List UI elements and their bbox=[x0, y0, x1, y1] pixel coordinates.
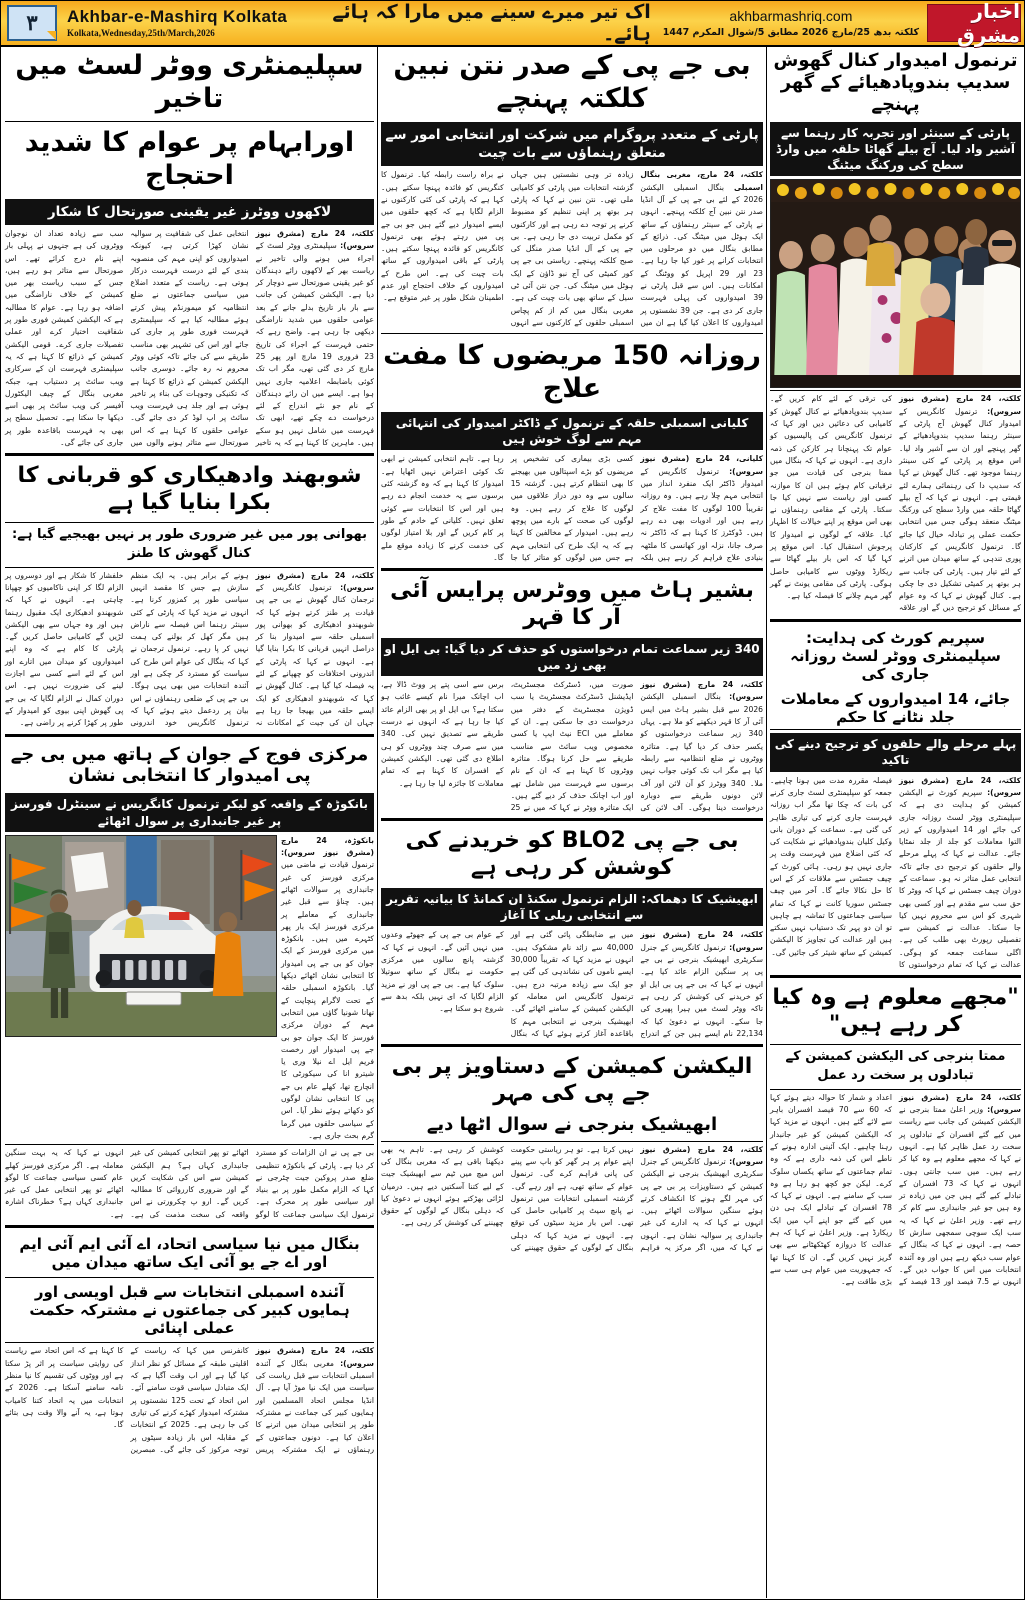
body-paragraph-2: ابھیشیک بنرجی نے انتخابی مہم کا باقاعدہ آغاز کرتے ہوئے کہا کہ بنگال کے عوام بی جے پی کے جھوٹے وعدوں میں نہیں آئیں گے۔ انہوں نے کہا کہ گزشتہ پانچ سالوں میں مرکزی حکومت نے بنگال کے ساتھ سوتیلا سلوک کیا ہے۔ بی جے پی اور نے مزید الزام لگایا کہ ای نہیں بلکہ بدھ سے شروع ہو سکتا ہے۔ bbox=[381, 930, 634, 1038]
headline: ترنمول امیدوار کنال گھوش سدیپ بندوپادھیائے کے گھر پہنچے bbox=[773, 50, 1018, 115]
masthead-web-block bbox=[659, 1, 923, 45]
headline: بی جے پی BLO2 کو خریدنے کی کوشش کر رہی ہے bbox=[405, 828, 739, 881]
headline-line-2: اورابہام پر عوام کا شدید احتجاج bbox=[24, 126, 355, 191]
body-paragraph-1: ترنمول کانگریس کے جنرل سکریٹری ابھیشیک بنرجی نے بی جے پی پر سنگین الزام عائد کیا ہے۔ انہوں نے کہا کہ بی جے پی بی ایل او کو خریدنے کی کوشش کر رہی ہے تاکہ ووٹر لسٹ میں ہیرا پھیری کی جا سکے۔ انہوں نے دعویٰ کیا کہ 22,134 نام ایسے ہیں جن کے اندراج میں بے ضابطگی پائی گئی ہے اور 40,000 سے زائد نام مشکوک ہیں۔ انہوں نے مزید کہا کہ تقریباً 30,000 ایسے ناموں کی نشاندہی کی گئی ہے جو ایک سے زیادہ مرتبہ درج ہیں۔ ترنمول کانگریس اس معاملہ کو الیکشن کمیشن کے سامنے اٹھائے گی۔ bbox=[510, 930, 763, 1038]
article-tmc-candidate-visit bbox=[770, 47, 1021, 615]
article-body bbox=[5, 1345, 374, 1456]
kicker: ابھیشیک کا دھماکہ: الزام ترنمول سکنڈ ان کمانڈ کا بیانیہ تقریر سے انتخابی ریلی کا آغاز bbox=[381, 888, 763, 926]
body-paragraph-2: بی جے پی کے آل انڈیا صدر منگل کی صبح کلکتہ پہنچے۔ ریاستی بی جے پی کور کمیٹی کی آج نبو ڈاؤن کے ایک ہوٹل میں میٹنگ کی۔ جن نتن آئی ٹی سیل کے ساتھ بھی بات چیت کی ہے۔ مغربی بنگال میں کم از کم پچاس اسمبلی حلقوں کے کارکنوں سے انہوں نے براہ راست رابطہ کیا۔ ترنمول کا کنگریس کو فائدہ پہنچا سکتے ہیں۔ کہا ہے کہ پارٹی کی کئی کارکنوں نے الزام لگایا ہے کہ کچھ حلقوں میں ایسے امیدوار دیے گئے ہیں جو بی جے پی میں رہتے ہوئے بھی ترنمول کانگریس کو فائدہ پہنچا سکتے ہیں۔ پارٹی کے باقی امیدواروں کے ساتھ بات چیت کی ہے۔ اس طرح کے امیدواروں کے خلاف احتجاج اور عدم اطمینان شکل طور پر غیر متوقع ہے۔ bbox=[381, 170, 634, 327]
article-body bbox=[381, 929, 763, 1040]
page-body bbox=[1, 47, 1024, 1598]
masthead-title-block bbox=[63, 1, 287, 45]
body-paragraph-2: بی جے پی کے ضلعی رہنماؤں نے اس بیان پر ردعمل دیتے ہوئے کہا کہ ترنمول کانگریس خود اندرونی خلفشار کا شکار ہے اور دوسروں پر الزام لگا کر اپنی ناکامیوں کو چھپانا چاہتی ہے۔ انہوں نے کہا کہ شوبھندو ادھیکاری ایک مقبول رہنما ہیں اور وہ جہاں سے بھی الیکشن لڑیں گے کامیابی حاصل کریں گے۔ پارٹی کا کام ہے کہ وہ اپنے امیدواروں کو میدان میں اتارے اور اس کے لئے اسے کسی سے اجازت لینے کی ضرورت نہیں ہے۔ اس دوران کمال نے الزام لگایا کہ بی جے پی گھوش اپنی بیوی کو امیدوار کے طور پر کھڑا کرنے پر راضی ہے۔ bbox=[5, 570, 249, 728]
article-body bbox=[770, 775, 1021, 972]
dateline: کلکتہ، 24 مارچ (مشرق نیوز سروس): bbox=[899, 775, 1021, 797]
article-blo-allegation bbox=[381, 825, 763, 1040]
photo-group-meeting bbox=[770, 179, 1021, 388]
headline: مرکزی فوج کے جوان کے ہاتھ میں بی جے پی امیدوار کا انتخابی نشان bbox=[10, 743, 369, 787]
body-paragraph-1: ترنمول کانگریس کے امیدوار کنال گھوش آج پارٹی کے سینئر رہنما سدیپ بندوپادھیائے کے گھر پہنچے اور ان سے آشیر واد لیا۔ اس موقع پر پارٹی کے کئی سینئر رہنما موجود تھے۔ کنال گھوش نے کہا کہ سدیپ دا کی رہنمائی ہمارے لئے قیمتی ہے۔ انہوں نے کہا کہ آج بیلے گھاٹا حلقہ میں وارڈ سطح کی ورکنگ میٹنگ منعقد ہوگی جس میں انتخابی حکمت عملی پر تبادلہ خیال کیا جائے گا۔ ترنمول کانگریس کے کارکنان پوری تندہی کے ساتھ میدان میں اترنے کے لئے تیار ہیں۔ پارٹی کی جانب سے ہر بوتھ پر کمیٹی تشکیل دی جا چکی ہے۔ کنال گھوش نے کہا کہ وہ عوام کے مسائل کو ترجیح دیں گے اور علاقہ کی ترقی کے لئے کام کریں گے۔ bbox=[770, 394, 1021, 613]
headline: "مجھے معلوم ہے وہ کیا کر رہے ہیں" bbox=[772, 985, 1019, 1038]
body-paragraph-1: مغربی بنگال کے آئندہ اسمبلی انتخابات سے قبل ریاست کی سیاست میں ایک نیا موڑ آیا ہے۔ آل انڈیا مجلس اتحاد المسلمین اور ہمایوں کبیر کی جماعت نے مشترکہ طور پر انتخابی میدان میں اترنے کا اعلان کیا ہے۔ دونوں جماعتوں کے رہنماؤں نے ایک مشترکہ پریس کانفرنس میں کہا کہ ریاست کے اقلیتی طبقہ کے مسائل کو نظر انداز کیا گیا ہے اور اب وقت آگیا ہے کہ ایک متبادل سیاسی قوت سامنے آئے۔ اس اتحاد کے تحت 125 نشستوں پر مشترکہ امیدوار کھڑے کرنے کی تیاری کی جا رہی ہے۔ 2025 کے انتخابات کے مقابلہ اس بار زیادہ سیٹوں پر توجہ مرکوز کی جائے گی۔ مبصرین کا کہنا ہے کہ اس اتحاد سے ریاست کی روایتی سیاست پر اثر پڑ سکتا ہے اور ووٹوں کی تقسیم کا نیا منظر نامہ سامنے آسکتا ہے۔ 2026 کے انتخابات میں یہ اتحاد کتنا کامیاب ہوتا ہے، یہ آنے والا وقت ہی بتائے گا۔ bbox=[5, 1346, 374, 1454]
headline: روزانہ 150 مریضوں کا مفت علاج bbox=[383, 340, 761, 405]
body-paragraph-2: عوامی حلقوں کا کہنا ہے کہ اس صورتحال سے متاثر ہونے والوں میں سب سے زیادہ تعداد ان نوجوان ووٹروں کی ہے جنہوں نے پہلی بار اپنے نام درج کرائے تھے۔ اس صورتحال سے متاثر ہو رہے ہیں، جس کے سبب ریاست بھر میں کمیشن کے خلاف ناراضگی میں اضافہ ہو رہا ہے۔ عوام کا مطالبہ ہے کہ الیکشن کمیشن فوری طور پر شفافیت اختیار کرے اور عملی تفصیلات جاری کرے۔ قومی الیکشن کمیشن کے ذرائع کا کہنا ہے کہ یہ سپلیمنٹری فہرست ان کے سرکاری ویب سائٹ پر دستیاب ہے، جبکہ مغربی بنگال کے چیف الیکٹورل آفیسر کی ویب سائٹ پر بھی اسے دیکھا جا سکتا ہے۔ تحصیل سطح پر بھی یہ فہرست باقاعدہ طور پر جاری کی جائے گی۔ bbox=[5, 228, 249, 448]
headline-line-1: سپلیمنٹری ووٹر لسٹ میں تاخیر bbox=[15, 50, 364, 114]
dateline: کلیانی، 24 مارچ (مشرق نیوز سروس): bbox=[640, 454, 764, 476]
masthead-slogan: اک تیر میرے سینے میں مارا کہ ہائے ہائے۔ bbox=[332, 1, 651, 45]
page-number: ۳ bbox=[26, 10, 38, 35]
headline-line-1: بنگال میں نیا سیاسی اتحاد، اے آئی ایم آئی ایم اور اے جے یو آئی ایک ساتھ میدان میں bbox=[19, 1235, 360, 1272]
article-new-alliance bbox=[5, 1232, 374, 1456]
dateline: کلکتہ، 24 مارچ (مشرق نیوز سروس): bbox=[899, 1092, 1021, 1115]
kicker: بانکوڑہ کے واقعہ کو لیکر ترنمول کانگریس نے سینٹرل فورسز پر غیر جانبداری پر سوال اٹھائے bbox=[5, 793, 374, 831]
body-paragraph-1: ترنمول کانگریس کے امیدوار ڈاکٹر ایک منفرد انداز میں انتخابی مہم چلا رہے ہیں۔ وہ روزانہ تقریباً 100 لوگوں کا مفت علاج کر رہے ہیں اور ادویات بھی دے رہے ہیں۔ ڈوکٹرز کا کہنا ہے کہ ڈاکٹر نہ صرف جانا، نزلہ اور کھانسی کا ملٹھہ بنیادی علاج فراہم کر رہے ہیں بلکہ کسی بڑی بیماری کی تشخیص پر مریضوں کو بڑے اسپتالوں میں بھیجنے کا بھی انتظام کرتے ہیں۔ گزشتہ 15 سالوں سے وہ دور دراز علاقوں میں لوگوں کا علاج کر رہے ہیں۔ وہ لوگوں کی صحت کے بارے میں پوچھ رہے ہیں۔ bbox=[510, 454, 764, 562]
article-suvendu-scapegoat bbox=[5, 460, 374, 729]
body-paragraph-1: بنگال اسمبلی الیکشن 2026 کے لئے بی جے پی کے آل انڈیا صدر نتن نبین آج کلکتہ پہنچے۔ انہوں نے پارٹی کے سینئر رہنماؤں کے ساتھ ایک ہوٹل میں میٹنگ کی۔ ذرائع کے مطابق بنگال میں دو مرحلوں میں انتخابات کرانے پر غور کیا جا رہا ہے۔ 23 اور 29 اپریل کو ووٹنگ کے امکانات ہیں۔ اس سے قبل پارٹی نے 39 امیدواروں کی پہلی فہرست جاری کر دی ہے۔ جن 39 نشستوں پر امیدواروں کا اعلان کیا گیا ہے ان میں زیادہ تر وہی نشستیں ہیں جہاں گزشتہ انتخابات میں پارٹی کو کامیابی ملی تھی۔ نتن نبین نے کہا کہ پارٹی ہر بوتھ پر اپنی تنظیم کو مضبوط کرنے پر توجہ دے رہی ہے اور کارکنوں کو مکمل تربیت دی جا رہی ہے۔ bbox=[510, 170, 763, 327]
body-paragraph-2: سدیپ بندوپادھیائے نے کنال گھوش کو کامیابی کی دعائیں دیں اور کہا کہ ترنمول کانگریس کی پالیسیوں کو عوام تک پہنچانا ہر کارکن کی ذمہ داری ہے۔ انہوں نے کہا کہ بنگال میں ممتا بنرجی کی قیادت میں جو ترقیاتی کام ہوئے ہیں ان کا موازنہ کسی اور ریاست سے نہیں کیا جا سکتا۔ پارٹی کے مقامی رہنماؤں نے بھی اس موقع پر اپنے خیالات کا اظہار کیا۔ علاقہ کے لوگوں نے امیدوار کا پرجوش استقبال کیا۔ اس موقع پر کہا گیا کہ اس بار بیلے گھاٹا سے ریکارڈ ووٹوں سے کامیابی حاصل ہوگی۔ پارٹی کی مقامی یونٹ نے گھر گھر مہم چلانے کا فیصلہ کیا ہے۔ bbox=[770, 406, 892, 601]
body-paragraph-1: سپریم کورٹ نے الیکشن کمیشن کو ہدایت دی ہے کہ سپلیمنٹری ووٹر لسٹ روزانہ جاری کی جائے اور 14 امیدواروں کے زیر التوا معاملات کو جلد از جلد نمٹایا جائے۔ عدالت نے کہا کہ پہلے مرحلے والے حلقوں کو ترجیح دی جائے تاکہ انتخابی عمل متاثر نہ ہو۔ سماعت کے دوران چیف جسٹس نے کہا کہ ووٹر کا حق سب سے مقدم ہے اور کسی بھی شہری کو اس سے محروم نہیں کیا جا سکتا۔ عدالت نے کمیشن سے تفصیلی رپورٹ بھی طلب کی ہے۔ اگلی سماعت جمعہ کو ہوگی۔ عدالت نے کہا کہ تمام درخواستوں کا فیصلہ مقررہ مدت میں ہونا چاہیے۔ bbox=[770, 775, 1022, 970]
photo-street-security bbox=[5, 835, 277, 1037]
article-body bbox=[381, 679, 763, 814]
headline-line-2: جائے، 14 امیدواروں کے معاملات جلد نٹانے کا حکم bbox=[770, 687, 1021, 731]
photo-group-meeting-graphic bbox=[771, 180, 1020, 387]
body-paragraph-2: جمعہ کو سپلیمنٹری لسٹ جاری کرنے کی بات کہ چکا تھا مگر اب روزانہ فہرست جاری کرنے کی تیاری ظاہر کی گئی ہے۔ سماعت کے دوران بانی وکیل کلیان بندوپادھیائے نے شکایت کی کہ کئی اضلاع میں فہرست وقت پر جاری نہیں ہو رہی۔ ہائی کورٹ کے چیف جسٹس سے ملاقات کر کے اس کا حل نکالا جائے گا۔ آخر میں چیف جسٹس سوریا کانت نے کہا کہ تمام سیاسی جماعتوں کا تماشہ ہے چاہیں تو ان دو پہر تک دستیاب نہیں سکتے ہیں اور عدالت کی تجاویز کا الیکشن کمیشن کے ساتھ شیئر کی جائیں گی۔ bbox=[770, 787, 892, 957]
body-paragraph-2: انہوں نے مزید کہا کہ الیکشن کمیشن کو غیر جانبدار رہنا چاہیے۔ ایک آئینی ادارہ ہونے کے ناطے اس کی ذمہ داری ہے کہ وہ تمام جماعتوں کے ساتھ یکساں سلوک کرے۔ لیکن جو کچھ ہو رہا ہے وہ سب کے سامنے ہے۔ انہوں نے کہا کہ 78 افسران کے تبادلے ایک ہی دن میں کیے گئے جو اپنے آپ میں ایک ریکارڈ ہے۔ وزیر اعلیٰ نے کہا کہ ہم عدالت کا دروازہ کھٹکھٹانے سے بھی گریز نہیں کریں گے۔ ان کا کہنا تھا کہ جمہوریت میں عوام ہی سب سے بڑی طاقت ہے۔ bbox=[770, 1117, 892, 1287]
dateline: کلکتہ، 24 مارچ (مشرق نیوز سروس): bbox=[255, 570, 375, 592]
body-paragraph-2: بی جے پی نے ان الزامات کو مسترد کر دیا ہے۔ پارٹی کے بانکوڑہ تنظیمی ضلع صدر پروکین جیت چٹرجی نے کہا کہ الزام مکمل طور پر بے بنیاد اور سیاسی طور پر محرک ہے۔ ترنمول ایک سیاسی جماعت کا لوگو اٹھائے تو پھر انتخابی کمیشن کی غیر جانبداری کہاں ہے؟ ہم الیکشن کمیشن سے اس کی شکایت کریں گے اور ضروری کارروائی کا مطالبہ کریں گے۔ ارو پ چکرورتی نے اس واقعہ کی سخت مذمت کی ہے۔ انہوں نے کہا کہ یہ بہت سنگین معاملہ ہے۔ اگر مرکزی فورسز کھلے عام کسی سیاسی جماعت کا لوگو اٹھائے تو پھر انتخابی عمل کی غیر جانبداری کہاں ہے؟ خطرناک اشارہ ہے۔ bbox=[5, 1148, 374, 1219]
article-free-treatment bbox=[381, 337, 763, 564]
masthead bbox=[1, 1, 1024, 47]
masthead-logo: اخبار مشرق bbox=[927, 4, 1021, 42]
article-body bbox=[5, 228, 374, 449]
article-body bbox=[770, 1092, 1021, 1289]
kicker: پارٹی کے متعدد پروگرام میں شرکت اور انتخابی امور سے متعلق رہنماؤں سے بات چیت bbox=[381, 122, 763, 166]
body-paragraph-1: سپلیمنٹری ووٹر لسٹ کے اجراء میں ہونے والی تاخیر نے ریاست بھر کے لاکھوں رائے دہندگان کو غیر یقینی صورتحال سے دوچار کر دیا ہے۔ الیکشن کمیشن کی جانب سے بار بار تاریخ بدلے جانے کے بعد عوامی حلقوں میں شدید ناراضگی دیکھی جا رہی ہے۔ واضح رہے کہ حتمی فہرست کے اجراء کی تاریخ 23 فروری 19 مارچ اور پھر 25 مارچ کر دی گئی تھی، مگر اب تک کوئی باضابطہ اعلامیہ جاری نہیں ہوا ہے۔ ایسے میں ان رائے دہندگان کے نام جو نئے اندراج کے لئے درخواست دے چکے تھے، ابھی تک فہرست میں شامل نہیں ہو سکے ہیں۔ ماہرین کا کہنا ہے کہ یہ تاخیر انتخابی عمل کی شفافیت پر سوالیہ نشان کھڑا کرتی ہے، کیونکہ امیدواروں کو اپنی مہم کی منصوبہ بندی کے لئے درست فہرست درکار ہوتی ہے۔ ریاست کے متعدد اضلاع میں سیاسی جماعتوں نے ضلع انتظامیہ کو میمورنڈم پیش کرتے ہوئے مطالبہ کیا ہے کہ سپلیمنٹری فہرست فوری طور پر جاری کی جائے اور اس کی تشہیر بھی مناسب طریقے سے کی جائے تاکہ کوئی ووٹر محروم نہ رہ جائے۔ دوسری جانب الیکشن کمیشن کے ذرائع کا کہنا ہے کہ تکنیکی وجوہات کی بناء پر تاخیر ہوئی ہے اور جلد ہی فہرست ویب سائٹ پر اپ لوڈ کر دی جائے گی۔ bbox=[130, 228, 374, 448]
column-left bbox=[2, 47, 377, 1598]
article-bjp-president bbox=[381, 47, 763, 329]
body-paragraph-1: ترنمول کانگریس کے جنرل سکریٹری ابھیشیک بنرجی نے الیکشن کمیشن کے دستاویزات پر بی جے پی کی مہر لگے ہونے کا انکشاف کرتے ہوئے سنگین سوالات اٹھائے ہیں۔ انہوں نے کہا کہ یہ ادارے کی غیر جانبداری پر سوالیہ نشان ہے۔ انہوں نے کہا کہ میں، اگر مرکز یہ فراہم نہیں کرتا ہے۔ تو ہر ریاستی حکومت اپنے عوام پر ہر گھر کو باپ سے پینے کی پانی فراہم کرے گی۔ ترنمول عوام کے ساتھ تھی، ہے اور رہے گی۔ گزشتہ اسمبلی انتخابات میں ترنمول نے پانچ سیٹ پر کامیابی حاصل کی تھی۔ اس بار مزید سیٹوں کی توقع ہے۔ bbox=[510, 1144, 763, 1253]
article-mamata-quote bbox=[770, 982, 1021, 1288]
dateline: کلکتہ، 24 مارچ (مشرق نیوز سروس): bbox=[899, 394, 1021, 416]
headline-line-1: سپریم کورٹ کی ہدایت: سپلیمنٹری ووٹر لسٹ روزانہ جاری کی bbox=[790, 628, 1001, 684]
kicker: لاکھوں ووٹرز غیر یقینی صورتحال کا شکار bbox=[5, 199, 374, 225]
article-basirhat-sir bbox=[381, 575, 763, 814]
article-body bbox=[5, 570, 374, 730]
body-paragraph-1: وزیر اعلیٰ ممتا بنرجی نے الیکشن کمیشن کی جانب سے ریاست میں کیے گئے افسران کے تبادلوں پر سخت رد عمل ظاہر کیا ہے۔ انہوں نے کہا کہ مجھے معلوم ہے وہ کیا کر رہے ہیں۔ میں سب جانتی ہوں۔ انہوں نے کہا کہ 73 افسران کے تبادلے کیے گئے ہیں جن میں زیادہ تر وہ ہیں جو غیر جانبداری سے کام کر رہے تھے۔ وزیر اعلیٰ نے کہا کہ یہ سب ایک سوچی سمجھی سازش کا حصہ ہے۔ انہوں نے کہا کہ بنگال کے عوام سب دیکھ رہے ہیں اور وہ آئندہ انتخابات میں اس کا جواب دیں گے۔ انہوں نے 7.5 فیصد اور 13 فیصد کے اعداد و شمار کا حوالہ دیتے ہوئے کہا کہ 60 سے 70 فیصد افسران باہر سے لائے گئے ہیں۔ bbox=[770, 1092, 1021, 1287]
dateline: کلکتہ، 24 مارچ (مشرق نیوز سروس): bbox=[255, 228, 375, 251]
publication-date: Kolkata,Wednesday,25th/March,2026 bbox=[67, 28, 215, 39]
sub-headline: بھوانی پور میں غیر ضروری طور پر نہیں بھیجیے گیا ہے: کنال گھوش کا طنز bbox=[5, 522, 374, 568]
website-url[interactable]: akhbarmashriq.com bbox=[729, 7, 853, 24]
headline-line-2: آئندہ اسمبلی انتخابات سے قبل اویسی اور ہمایوں کبیر کی جماعتوں نے مشترکہ حکمت عملی اپنائی bbox=[29, 1282, 350, 1338]
kicker: 340 زیر سماعت تمام درخواستوں کو حذف کر دیا گیا: بی ایل او بھی زد میں bbox=[381, 638, 763, 676]
column-middle bbox=[377, 47, 766, 1598]
sub-headline: ابھیشیک بنرجی نے سوال اٹھا دیے bbox=[426, 1113, 718, 1135]
dateline: بانکوڑہ، 24 مارچ (مشرق نیوز سروس): bbox=[281, 835, 374, 858]
kicker: پارٹی کے سینئر اور تجربہ کار رہنما سے آشیر واد لیا۔ آج بیلے گھاٹا حلقہ میں وارڈ سطح کی ورکنگ میٹنگ bbox=[770, 122, 1021, 177]
page-number-badge bbox=[7, 5, 57, 41]
column-right bbox=[766, 47, 1024, 1598]
article-body bbox=[381, 169, 763, 329]
photo-street-security-graphic bbox=[6, 836, 276, 1036]
article-supplementary-voter-list bbox=[5, 47, 374, 449]
body-paragraph-2: متاثرہ ووٹروں کا کہنا ہے کہ ان کے نام برسوں سے فہرست میں شامل تھے اور اب اچانک حذف کر دیے گئے ہیں۔ ایک متاثرہ ووٹر نے کہا کہ میں نے 25 برس سے اسی پتے پر ووٹ ڈالا ہے، اب اچانک میرا نام کیسے غائب ہو سکتا ہے؟ بی ایل او پر بھی الزام عائد کیا جا رہا ہے کہ انہوں نے درست طریقے سے تصدیق نہیں کی۔ 340 میں سے صرف چند ووٹروں کو ہی اطلاع دی گئی تھی۔ الیکشن کمیشن کے افسران کا کہنا ہے کہ تمام معاملات کا جائزہ لیا جا رہا ہے۔ bbox=[381, 680, 634, 813]
body-paragraph-1: ترنمول کانگریس کے ترجمان کنال گھوش نے بی جے پی قیادت پر طنز کرتے ہوئے کہا کہ شوبھندو ادھیکاری کو بھوانی پور اسمبلی حلقہ سے امیدوار بنا کر دراصل انہیں قربانی کا بکرا بنایا گیا ہے۔ انہوں نے کہا کہ پارٹی کے اندرونی اختلافات کو چھپانے کے لئے یہ فیصلہ کیا گیا ہے۔ کنال گھوش نے کہا کہ شوبھندو ادھیکاری کو ایک ایسے حلقہ میں بھیجا جا رہا ہے جہاں ان کی جیت کے امکانات نہ ہونے کے برابر ہیں۔ یہ ایک منظم سازش ہے جس کا مقصد انہیں سیاسی طور پر کمزور کرنا ہے۔ انہوں نے مزید کہا کہ پارٹی کے کئی سینئر رہنما اس فیصلہ سے ناراض ہیں مگر کھل کر بولنے کی ہمت نہیں کر پا رہے۔ ترنمول ترجمان نے کہا کہ بنگال کی عوام اس طرح کی سیاست کو مسترد کر چکی ہے اور آئندہ انتخابات میں بھی یہی ہوگا۔ bbox=[130, 570, 374, 728]
kicker: کلیانی اسمبلی حلقہ کے ترنمول کے ڈاکٹر امیدوار کی انتہائی مہم سے لوگ خوش ہیں bbox=[381, 412, 763, 450]
body-paragraph-2: امیدوار کے مخالفین کا کہنا ہے کہ یہ ایک طرح کی انتخابی مہم ہے جس میں لوگوں کو متاثر کیا جا رہا ہے۔ تاہم انتخابی کمیشن نے ابھی تک کوئی اعتراض نہیں اٹھایا ہے۔ امیدوار کا کہنا ہے کہ وہ گزشتہ کئی برسوں سے یہ خدمت انجام دے رہے ہیں اور اس کا انتخابات سے کوئی تعلق نہیں۔ کلیانی کے خادم کے طور پر کام کریں گے اور بلا امتیاز لوگوں کی خدمت کرنے کا زیادہ موقع ملے گا۔ bbox=[381, 454, 634, 562]
headline: شوبھند وادھیکاری کو قربانی کا بکرا بنایا گیا ہے bbox=[17, 463, 362, 516]
dateline: کلکتہ، 24 مارچ (مشرق نیوز سروس): bbox=[255, 1346, 375, 1368]
article-body bbox=[381, 1144, 763, 1255]
publication-title: Akhbar-e-Mashirq Kolkata bbox=[67, 6, 288, 26]
article-body-continued bbox=[5, 1147, 374, 1221]
article-body bbox=[770, 393, 1021, 614]
body-paragraph-1: ترنمول قیادت نے ماضی میں مرکزی فورسز کی غیر جانبداری پر سوالات اٹھائے ہیں۔ چناؤ سے قبل غیر جانبداری کے معاملے پر مرکزی فورسز ایک بار پھر کٹہرے میں ہیں۔ بانکوڑہ میں مرکزی فورسز کے ایک جوان کو بی جے پی امیدوار کا انتخابی نشان اٹھائے دیکھا گیا۔ بانکوڑہ اسمبلی حلقہ کے تحت لاگرام پنچایت کے تھانا شونیا گاؤں میں انتخابی مہم کے دوران مرکزی فورسز کا ایک جوان جو بی جے پی امیدوار اور رخصت فریم ایل اے نیلا وری یا شیترو انا کی سیکورٹی کا انچارج تھا، کھلے عام بی جے پی کا انتخابی نشان لوگوں کو دکھاتے ہوئے نظر آیا۔ اس کے سیاسی حلقوں میں گرما گرم بحث جاری ہے۔ bbox=[281, 860, 374, 1140]
article-body bbox=[381, 453, 763, 564]
kicker: ممتا بنرجی کی الیکشن کمیشن کے تبادلوں پر سخت رد عمل bbox=[770, 1044, 1021, 1090]
hijri-date: کلکتہ بدھ 25/مارچ 2026 مطابق 5/شوال المکرم 1447 bbox=[662, 26, 919, 38]
dateline: کلکتہ، 24 مارچ (مشرق نیوز سروس): bbox=[640, 930, 764, 952]
headline: بی جے پی کے صدر نتن نبین کلکتہ پہنچے bbox=[393, 50, 751, 114]
headline: الیکشن کمیشن کے دستاویز پر بی جے پی کی مہر bbox=[391, 1054, 753, 1106]
dateline: کلکتہ، 24 مارچ (مشرق نیوز سروس): bbox=[640, 1144, 764, 1166]
headline: بشیر ہاٹ میں ووٹرس پرایس آئی آر کا قہر bbox=[390, 578, 754, 630]
kicker: پہلے مرحلے والے حلقوں کو ترجیح دینے کی تاکید bbox=[770, 733, 1021, 771]
article-central-force-symbol bbox=[5, 741, 374, 1221]
dateline: کلکتہ، 24 مارچ (مشرق نیوز سروس): bbox=[640, 680, 764, 702]
article-body-side bbox=[281, 835, 374, 1142]
article-ec-stamp bbox=[381, 1051, 763, 1254]
body-paragraph-1: بنگال اسمبلی الیکشن 2026 سے قبل بشیر ہاٹ میں ایس آئی آر کا قہر دیکھنے کو ملا ہے۔ یہاں 340 زیر سماعت درخواستوں کو یکسر حذف کر دیا گیا ہے۔ متاثرہ ووٹروں نے ضلع انتظامیہ سے رابطہ کیا ہے مگر اب تک کوئی جواب نہیں ملا۔ 340 ووٹرز کو آن لائن اور آف لائن دونوں طریقے سے دوبارہ درخواست دینا ہوگی۔ آف لائن کی صورت میں، ڈسٹرکٹ مجسٹریٹ، ایڈیشنل ڈسٹرکٹ مجسٹریٹ یا سب ڈویژن مجسٹریٹ کے دفتر میں درخواست دی جا سکتی ہے۔ ان کے معاملے میں ECI نیٹ ایپ یا کسی مخصوص ویب سائٹ سے مناسب طریقے سے حل کرنا ہوگا۔ bbox=[510, 680, 763, 813]
body-paragraph-2: انہوں نے مزید کہا کہ دہلی بنگال کے لوگوں کے حقوق چھیننے کی کوشش کر رہی ہے۔ تاہم یہ بھی دیکھنا باقی ہے کہ مغربی بنگال کی اس میچ میں ٹیم سے ابھیشیک جیت کے لیے کتنا آسکتیں دیے ہیں۔ درمیان لڑائی بھڑکتے ہوئے انہوں نے دعویٰ کیا کہ دہلی بنگال کے لوگوں کے حقوق چھیننے کی کوشش کر رہی ہے۔ bbox=[381, 1144, 634, 1253]
dateline: کلکتہ، 24 مارچ، مغربی بنگال اسمبلی bbox=[640, 170, 763, 192]
article-supreme-court bbox=[770, 626, 1021, 972]
